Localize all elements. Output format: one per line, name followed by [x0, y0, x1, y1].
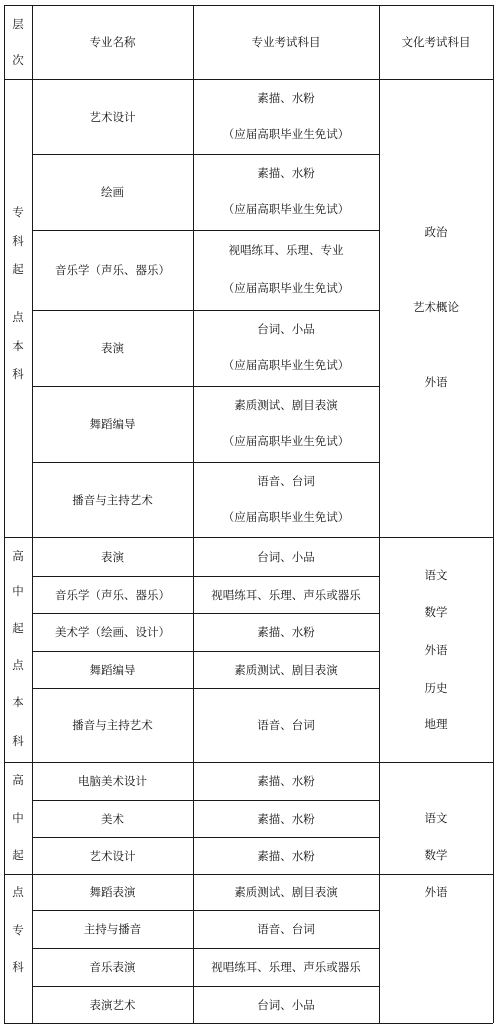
section-bottom-rule [4, 762, 493, 763]
prof-exam: 语音、台词 [257, 473, 315, 488]
row-rule [32, 386, 379, 387]
prof-exam: 语音、台词 [257, 718, 315, 732]
prof-exam: 视唱练耳、乐理、声乐或器乐 [211, 587, 361, 602]
prof-exam: 视唱练耳、乐理、专业 [228, 243, 344, 257]
prof-exam-note: （应届高职毕业生免试） [222, 434, 350, 449]
prof-exam: 台词、小品 [257, 997, 315, 1012]
major-name: 音乐学（声乐、器乐） [55, 587, 170, 602]
level-char: 科 [12, 734, 24, 748]
level-char: 点 [12, 310, 24, 324]
v-rule [493, 5, 494, 1023]
major-name: 美术学（绘画、设计） [55, 625, 170, 639]
major-name: 音乐学（声乐、器乐） [55, 263, 170, 277]
culture-subject: 外语 [424, 375, 448, 389]
level-char: 科 [12, 960, 24, 974]
prof-exam: 素描、水粉 [257, 774, 315, 788]
major-name: 舞蹈编导 [89, 417, 136, 431]
major-name: 表演艺术 [89, 997, 136, 1012]
header-culture-exam: 文化考试科目 [401, 35, 471, 49]
culture-subject: 艺术概论 [413, 300, 459, 314]
major-name: 美术 [101, 811, 124, 826]
prof-exam: 素质测试、剧目表演 [234, 398, 338, 412]
header-level-char: 次 [12, 53, 24, 67]
prof-exam: 台词、小品 [257, 322, 315, 336]
level-char: 科 [12, 367, 24, 381]
row-rule [32, 800, 379, 801]
header-bottom-rule [4, 79, 493, 80]
level-char: 高 [12, 773, 24, 787]
level-char: 本 [12, 695, 24, 709]
prof-exam: 素描、水粉 [257, 811, 315, 826]
row-rule [32, 910, 379, 911]
row-rule [32, 576, 379, 577]
prof-exam: 素描、水粉 [257, 848, 315, 863]
level-char: 专 [12, 923, 24, 937]
major-name: 舞蹈编导 [89, 662, 136, 677]
prof-exam: 素描、水粉 [257, 90, 315, 105]
level-char: 高 [12, 549, 24, 563]
level-char: 起 [12, 848, 24, 862]
row-rule [32, 310, 379, 311]
prof-exam: 视唱练耳、乐理、声乐或器乐 [211, 960, 361, 974]
culture-subject: 地理 [424, 717, 448, 731]
table-top-rule [4, 5, 493, 6]
culture-subject: 语文 [424, 811, 448, 825]
row-rule [32, 986, 379, 987]
v-rule [32, 5, 33, 1023]
major-name: 绘画 [101, 185, 124, 199]
culture-subject: 历史 [424, 681, 448, 695]
prof-exam: 素描、水粉 [257, 625, 315, 639]
row-rule [32, 837, 379, 838]
culture-subject: 数学 [424, 848, 448, 862]
level-char: 点 [12, 658, 24, 672]
culture-subject: 数学 [424, 605, 448, 619]
major-name: 播音与主持艺术 [72, 492, 153, 507]
level-char: 中 [12, 584, 24, 598]
row-rule [32, 154, 379, 155]
prof-exam-note: （应届高职毕业生免试） [222, 281, 350, 296]
prof-exam: 素描、水粉 [257, 166, 315, 180]
prof-exam: 素质测试、剧目表演 [234, 662, 338, 677]
section-bottom-rule [4, 537, 493, 538]
section-bottom-rule [4, 1023, 493, 1024]
prof-exam: 语音、台词 [257, 922, 315, 936]
culture-subject: 政治 [424, 225, 448, 239]
prof-exam: 台词、小品 [257, 549, 315, 564]
section-bottom-rule [4, 874, 493, 875]
culture-subject: 外语 [424, 643, 448, 657]
level-char: 本 [12, 339, 24, 353]
row-rule [32, 462, 379, 463]
major-name: 主持与播音 [83, 922, 142, 936]
major-name: 艺术设计 [89, 848, 136, 863]
v-rule [379, 5, 380, 1023]
major-name: 表演 [101, 341, 124, 355]
level-char: 起 [12, 262, 24, 276]
culture-subject: 语文 [424, 568, 448, 582]
header-major: 专业名称 [89, 35, 136, 49]
major-name: 电脑美术设计 [78, 774, 147, 788]
prof-exam-note: （应届高职毕业生免试） [222, 126, 350, 141]
header-prof-exam: 专业考试科目 [251, 35, 321, 49]
header-level-char: 层 [12, 17, 24, 31]
level-char: 科 [12, 234, 24, 248]
row-rule [32, 230, 379, 231]
major-name: 舞蹈表演 [89, 885, 136, 899]
prof-exam: 素质测试、剧目表演 [234, 885, 338, 899]
major-name: 音乐表演 [89, 960, 136, 974]
v-rule [4, 5, 5, 1023]
row-rule [32, 613, 379, 614]
culture-subject: 外语 [424, 885, 448, 899]
row-rule [32, 948, 379, 949]
prof-exam-note: （应届高职毕业生免试） [222, 358, 350, 373]
major-name: 艺术设计 [89, 109, 136, 124]
major-name: 播音与主持艺术 [72, 718, 153, 732]
prof-exam-note: （应届高职毕业生免试） [222, 509, 350, 524]
level-char: 中 [12, 811, 24, 825]
major-name: 表演 [101, 549, 124, 564]
prof-exam-note: （应届高职毕业生免试） [222, 202, 350, 217]
v-rule [193, 5, 194, 1023]
level-char: 起 [12, 621, 24, 635]
row-rule [32, 688, 379, 689]
level-char: 点 [12, 885, 24, 899]
row-rule [32, 651, 379, 652]
level-char: 专 [12, 205, 24, 219]
